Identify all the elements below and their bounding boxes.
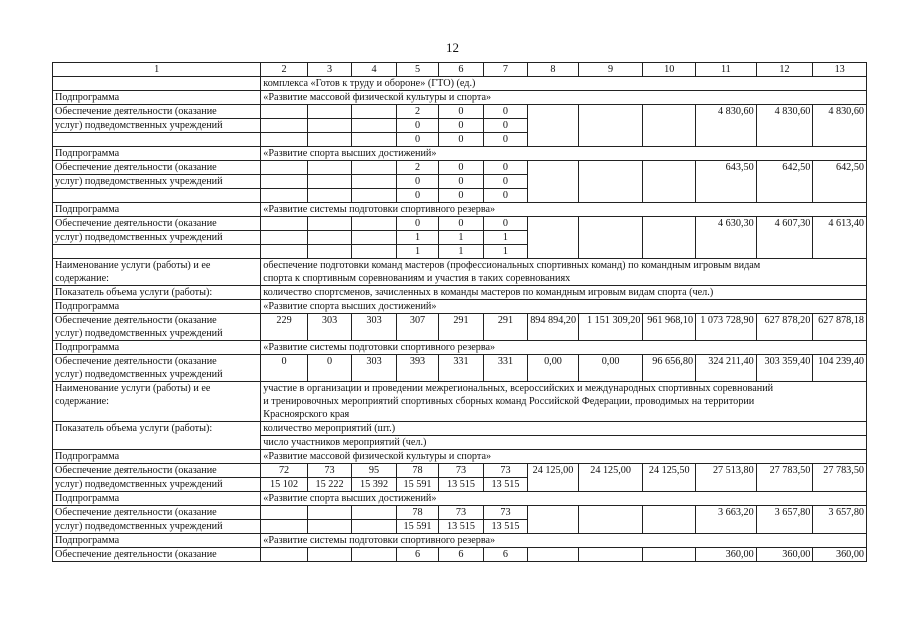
subprogram-label: Подпрограмма [53, 534, 261, 548]
value-cell: 24 125,50 [643, 464, 696, 492]
value-cell: 0 [483, 217, 527, 231]
value-cell: 4 830,60 [696, 105, 757, 147]
subprogram-row [53, 300, 867, 314]
service-table [52, 62, 867, 562]
subprogram-row [53, 492, 867, 506]
value-cell: 1 [439, 245, 483, 259]
value-cell: 291 [439, 314, 483, 341]
header-row [53, 63, 867, 77]
value-cell: 27 783,50 [756, 464, 813, 492]
value-cell: 0 [483, 175, 527, 189]
value-cell: 324 211,40 [696, 355, 757, 382]
table-row [53, 77, 867, 91]
table-row [53, 217, 867, 231]
value-cell: 0,00 [578, 355, 643, 382]
subprogram-row [53, 534, 867, 548]
value-cell: 0 [396, 133, 438, 147]
subprogram-row [53, 91, 867, 105]
value-cell: 0 [396, 119, 438, 133]
subprogram-label: Подпрограмма [53, 450, 261, 464]
value-cell: 13 515 [439, 478, 483, 492]
service-text: участие в организации и проведении межрегиональных, всероссийских и международных спортивных соревнований и тренировочных мероприятий спортивных сборных команд Российской Федерации, проводимых на территории Красноярского края [261, 382, 867, 422]
value-cell: 78 [396, 464, 438, 478]
value-cell: 1 [483, 231, 527, 245]
subprogram-name: «Развитие спорта высших достижений» [261, 492, 867, 506]
col-header: 8 [528, 63, 579, 77]
subprogram-row [53, 147, 867, 161]
value-cell: 27 513,80 [696, 464, 757, 492]
col-header: 6 [439, 63, 483, 77]
value-cell: 15 102 [261, 478, 308, 492]
page-number: 12 [446, 40, 459, 55]
value-cell: 13 515 [483, 520, 527, 534]
ensure-label: Обеспечение деятельности (оказание [53, 548, 261, 562]
volume-label: Показатель объема услуги (работы): [53, 422, 261, 450]
value-cell: 0 [307, 355, 351, 382]
value-cell: 360,00 [813, 548, 867, 562]
ensure-label: Обеспечение деятельности (оказание услуг) подведомственных учреждений [53, 314, 261, 341]
value-cell: 627 878,20 [756, 314, 813, 341]
value-cell: 1 073 728,90 [696, 314, 757, 341]
value-cell: 0 [439, 161, 483, 175]
table-row [53, 355, 867, 382]
value-cell: 0 [439, 105, 483, 119]
value-cell: 0 [483, 105, 527, 119]
subprogram-row [53, 341, 867, 355]
col-header: 2 [261, 63, 308, 77]
value-cell: 0 [483, 161, 527, 175]
value-cell: 73 [307, 464, 351, 478]
value-cell: 15 591 [396, 520, 438, 534]
value-cell: 229 [261, 314, 308, 341]
col-header: 10 [643, 63, 696, 77]
value-cell: 0,00 [528, 355, 579, 382]
table-row [53, 464, 867, 478]
value-cell: 303 [352, 355, 396, 382]
col-header: 5 [396, 63, 438, 77]
subprogram-label: Подпрограмма [53, 147, 261, 161]
value-cell: 642,50 [756, 161, 813, 203]
service-label: Наименование услуги (работы) и ее содержание: [53, 382, 261, 422]
col-header: 4 [352, 63, 396, 77]
value-cell: 13 515 [483, 478, 527, 492]
ensure-label: Обеспечение деятельности (оказание [53, 161, 261, 175]
value-cell: 360,00 [756, 548, 813, 562]
col-header: 1 [53, 63, 261, 77]
value-cell: 73 [483, 506, 527, 520]
value-cell: 6 [396, 548, 438, 562]
table-row [53, 161, 867, 175]
col-header: 13 [813, 63, 867, 77]
value-cell: 0 [439, 119, 483, 133]
ensure-label: услуг) подведомственных учреждений [53, 520, 261, 534]
subprogram-label: Подпрограмма [53, 203, 261, 217]
value-cell: 73 [439, 464, 483, 478]
table-row [53, 105, 867, 119]
value-cell: 15 222 [307, 478, 351, 492]
volume-label: Показатель объема услуги (работы): [53, 286, 261, 300]
value-cell: 393 [396, 355, 438, 382]
value-cell: 3 657,80 [756, 506, 813, 534]
value-cell: 360,00 [696, 548, 757, 562]
value-cell: 331 [483, 355, 527, 382]
volume-text: число участников мероприятий (чел.) [261, 436, 867, 450]
value-cell: 0 [483, 119, 527, 133]
subprogram-label: Подпрограмма [53, 91, 261, 105]
col-header: 9 [578, 63, 643, 77]
value-cell: 1 [396, 231, 438, 245]
value-cell: 303 [307, 314, 351, 341]
table-row [53, 506, 867, 520]
service-label: Наименование услуги (работы) и ее содержание: [53, 259, 261, 286]
value-cell: 331 [439, 355, 483, 382]
value-cell: 6 [439, 548, 483, 562]
subprogram-name: «Развитие спорта высших достижений» [261, 147, 867, 161]
value-cell: 1 [483, 245, 527, 259]
subprogram-name: «Развитие системы подготовки спортивного резерва» [261, 203, 867, 217]
ensure-label: услуг) подведомственных учреждений [53, 231, 261, 245]
value-cell: 0 [439, 175, 483, 189]
value-cell: 303 [352, 314, 396, 341]
subprogram-label: Подпрограмма [53, 300, 261, 314]
service-row [53, 259, 867, 286]
col-header: 3 [307, 63, 351, 77]
value-cell: 4 613,40 [813, 217, 867, 259]
value-cell: 0 [439, 189, 483, 203]
value-cell: 0 [396, 189, 438, 203]
value-cell: 24 125,00 [528, 464, 579, 492]
service-text: комплекса «Готов к труду и обороне» (ГТО) (ед.) [261, 77, 867, 91]
value-cell: 15 591 [396, 478, 438, 492]
value-cell: 104 239,40 [813, 355, 867, 382]
value-cell: 307 [396, 314, 438, 341]
value-cell: 303 359,40 [756, 355, 813, 382]
subprogram-name: «Развитие спорта высших достижений» [261, 300, 867, 314]
subprogram-name: «Развитие массовой физической культуры и спорта» [261, 450, 867, 464]
ensure-label: Обеспечение деятельности (оказание [53, 105, 261, 119]
subprogram-name: «Развитие системы подготовки спортивного резерва» [261, 341, 867, 355]
value-cell: 894 894,20 [528, 314, 579, 341]
value-cell: 73 [439, 506, 483, 520]
subprogram-row [53, 203, 867, 217]
col-header: 12 [756, 63, 813, 77]
value-cell: 27 783,50 [813, 464, 867, 492]
value-cell: 0 [483, 189, 527, 203]
value-cell: 4 830,60 [813, 105, 867, 147]
ensure-label: Обеспечение деятельности (оказание услуг) подведомственных учреждений [53, 355, 261, 382]
subprogram-name: «Развитие системы подготовки спортивного резерва» [261, 534, 867, 548]
value-cell: 1 [439, 231, 483, 245]
volume-row [53, 422, 867, 436]
subprogram-label: Подпрограмма [53, 492, 261, 506]
subprogram-label: Подпрограмма [53, 341, 261, 355]
value-cell: 73 [483, 464, 527, 478]
value-cell: 1 [396, 245, 438, 259]
volume-text: количество спортсменов, зачисленных в команды мастеров по командным игровым видам спорта (чел.) [261, 286, 867, 300]
table-row [53, 314, 867, 341]
value-cell: 0 [261, 355, 308, 382]
value-cell: 3 663,20 [696, 506, 757, 534]
value-cell: 24 125,00 [578, 464, 643, 492]
value-cell: 15 392 [352, 478, 396, 492]
value-cell: 0 [396, 175, 438, 189]
volume-row [53, 286, 867, 300]
value-cell: 78 [396, 506, 438, 520]
value-cell: 642,50 [813, 161, 867, 203]
table-row [53, 548, 867, 562]
value-cell: 4 830,60 [756, 105, 813, 147]
value-cell: 627 878,18 [813, 314, 867, 341]
subprogram-row [53, 450, 867, 464]
value-cell: 13 515 [439, 520, 483, 534]
value-cell: 95 [352, 464, 396, 478]
value-cell: 2 [396, 105, 438, 119]
value-cell: 0 [396, 217, 438, 231]
service-text: обеспечение подготовки команд мастеров (профессиональных спортивных команд) по командным игровым видам спорта к спортивным соревнованиям и участия в таких соревнованиях [261, 259, 867, 286]
value-cell: 4 607,30 [756, 217, 813, 259]
subprogram-name: «Развитие массовой физической культуры и спорта» [261, 91, 867, 105]
value-cell: 291 [483, 314, 527, 341]
ensure-label: Обеспечение деятельности (оказание [53, 506, 261, 520]
value-cell: 0 [439, 133, 483, 147]
value-cell: 961 968,10 [643, 314, 696, 341]
ensure-label: Обеспечение деятельности (оказание [53, 217, 261, 231]
ensure-label: услуг) подведомственных учреждений [53, 119, 261, 133]
col-header: 11 [696, 63, 757, 77]
value-cell: 4 630,30 [696, 217, 757, 259]
ensure-label: услуг) подведомственных учреждений [53, 175, 261, 189]
ensure-label: услуг) подведомственных учреждений [53, 478, 261, 492]
value-cell: 643,50 [696, 161, 757, 203]
col-header: 7 [483, 63, 527, 77]
value-cell: 72 [261, 464, 308, 478]
service-row [53, 382, 867, 422]
value-cell: 0 [439, 217, 483, 231]
value-cell: 0 [483, 133, 527, 147]
volume-text: количество мероприятий (шт.) [261, 422, 867, 436]
value-cell: 6 [483, 548, 527, 562]
value-cell: 3 657,80 [813, 506, 867, 534]
value-cell: 96 656,80 [643, 355, 696, 382]
value-cell: 1 151 309,20 [578, 314, 643, 341]
value-cell: 2 [396, 161, 438, 175]
ensure-label: Обеспечение деятельности (оказание [53, 464, 261, 478]
